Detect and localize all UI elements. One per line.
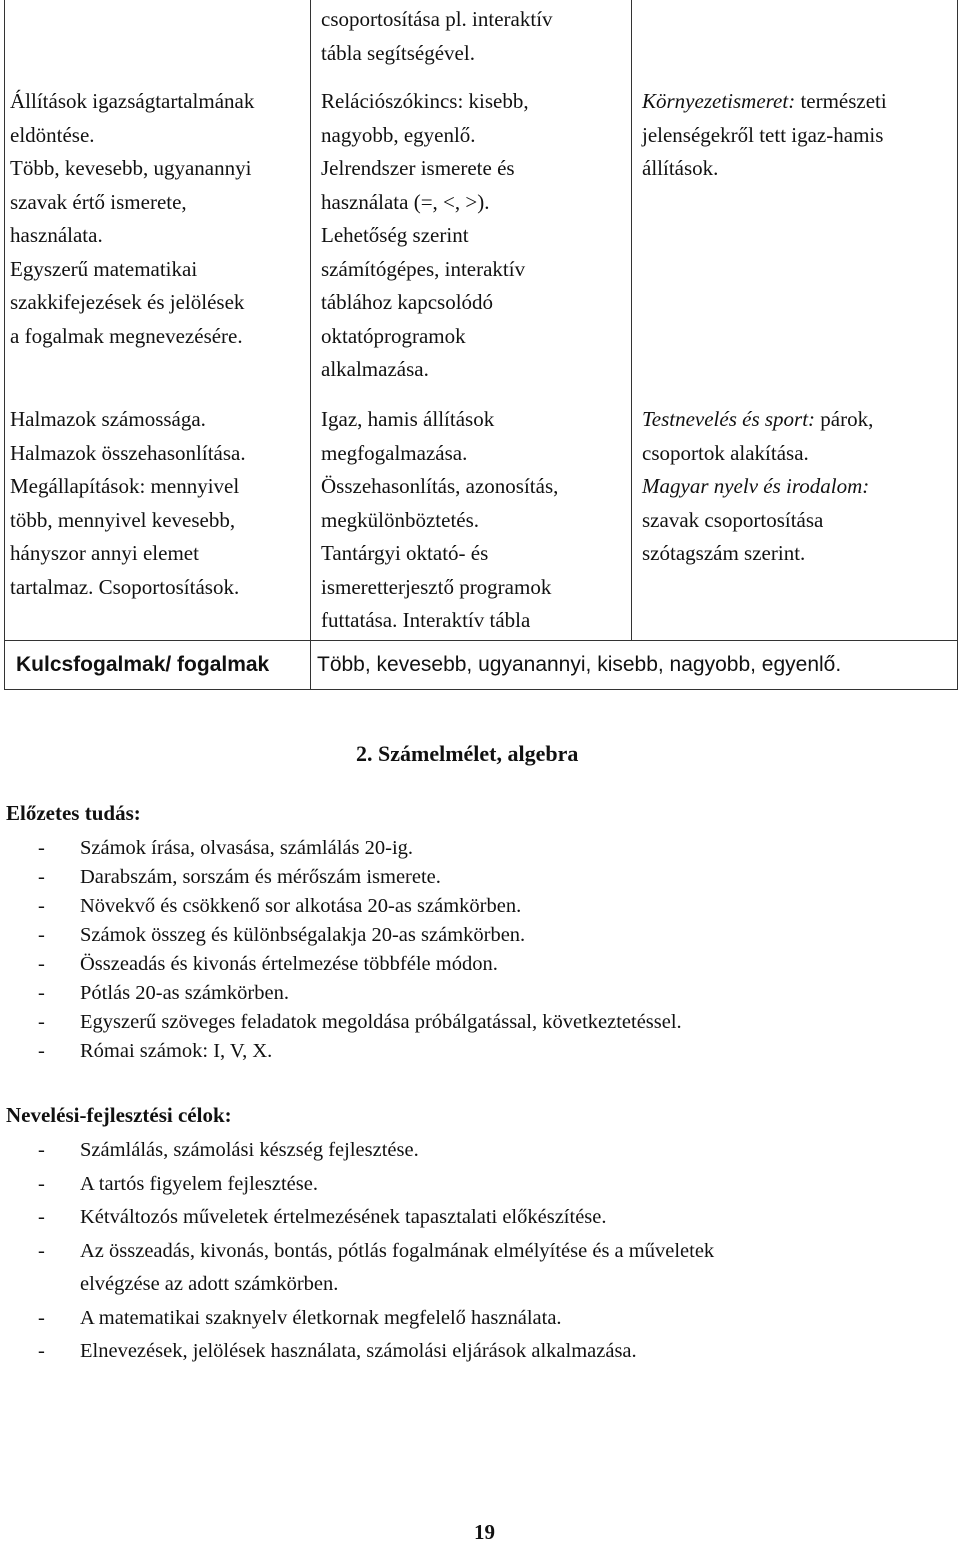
- list-dash: -: [38, 895, 45, 917]
- text-line: alkalmazása.: [321, 357, 429, 381]
- table-row-2-activities: [321, 85, 529, 387]
- text-line: több, mennyivel kevesebb,: [10, 507, 236, 532]
- text-line: Relációszókincs: kisebb,: [321, 89, 529, 113]
- text-line: szótagszám szerint.: [642, 541, 806, 565]
- list-item: [38, 950, 682, 979]
- text-line: Lehetőség szerint: [321, 223, 469, 247]
- text-line: szavak csoportosítása: [642, 507, 824, 532]
- table-border-left: [4, 0, 5, 690]
- text-line: csoportosítása pl. interaktív: [321, 7, 553, 31]
- list-dash: -: [38, 1172, 45, 1195]
- text-line: hányszor annyi elemet: [10, 541, 199, 565]
- text-line: tartalmaz. Csoportosítások.: [10, 574, 240, 599]
- list-dash: -: [38, 1340, 45, 1362]
- text-line: megfogalmazása.: [321, 440, 468, 465]
- list-item-text: Kétváltozós műveletek értelmezésének tapasztalati előkészítése.: [80, 1206, 607, 1228]
- subject-name: Testnevelés és sport:: [642, 407, 816, 431]
- text-line: táblához kapcsolódó: [321, 290, 494, 314]
- list-item: [38, 1335, 714, 1369]
- text-line: nagyobb, egyenlő.: [321, 122, 476, 147]
- list-item-text: Számok írása, olvasása, számlálás 20-ig.: [80, 837, 414, 859]
- goals-title: Nevelési-fejlesztési célok:: [6, 1103, 232, 1127]
- table-bottom-border: [4, 689, 958, 690]
- list-item-text: Elnevezések, jelölések használata, számolási eljárások alkalmazása.: [80, 1340, 637, 1362]
- text-line: jelenségekről tett igaz-hamis: [642, 122, 884, 147]
- text-line: [642, 470, 873, 504]
- text-line: Több, kevesebb, ugyanannyi: [10, 156, 252, 180]
- subject-name: Környezetismeret:: [642, 89, 796, 113]
- list-item-text: Összeadás és kivonás értelmezése többféle módon.: [80, 953, 498, 975]
- list-dash: -: [38, 953, 45, 975]
- list-item: [38, 921, 682, 950]
- text-line: Igaz, hamis állítások: [321, 407, 495, 431]
- text-line: [642, 403, 873, 437]
- key-concepts-label: Kulcsfogalmak/ fogalmak: [16, 653, 270, 676]
- table-border-right: [957, 0, 958, 690]
- list-dash: -: [38, 1011, 45, 1033]
- text-line: használata (=, <, >).: [321, 189, 490, 214]
- list-item: [38, 1302, 714, 1336]
- text-line: szakkifejezések és jelölések: [10, 290, 245, 314]
- text-line: [642, 85, 887, 119]
- subject-name: Magyar nyelv és irodalom:: [642, 474, 870, 498]
- text-line: Állítások igazságtartalmának: [10, 89, 255, 113]
- prior-knowledge-list: [38, 834, 682, 1066]
- list-item: [38, 1201, 714, 1235]
- table-row-divider: [4, 640, 958, 641]
- table-row-2-connections: [642, 85, 887, 186]
- list-item: [38, 1168, 714, 1202]
- list-dash: -: [38, 924, 45, 946]
- text-line: Halmazok számossága.: [10, 407, 206, 431]
- list-item: [38, 834, 682, 863]
- text-line: Összehasonlítás, azonosítás,: [321, 474, 559, 498]
- list-item-text: elvégzése az adott számkörben.: [80, 1273, 339, 1295]
- list-dash: -: [38, 1040, 45, 1062]
- key-concepts-value: Több, kevesebb, ugyanannyi, kisebb, nagyobb, egyenlő.: [317, 653, 842, 676]
- text-line: Egyszerű matematikai: [10, 256, 198, 281]
- goals-list: [38, 1134, 714, 1369]
- list-item: [38, 863, 682, 892]
- text-line: tábla segítségével.: [321, 40, 475, 65]
- text-span: párok,: [815, 407, 874, 431]
- text-span: természeti: [795, 89, 887, 113]
- table-row-2-topics: [10, 85, 254, 353]
- table-row-3-connections: [642, 403, 873, 571]
- text-line: számítógépes, interaktív: [321, 256, 526, 281]
- list-dash: -: [38, 866, 45, 888]
- table-row-3-activities: [321, 403, 558, 638]
- text-line: állítások.: [642, 156, 719, 180]
- list-item-text: Római számok: I, V, X.: [80, 1040, 273, 1062]
- table-row-1-activities: [321, 3, 553, 70]
- text-line: megkülönböztetés.: [321, 507, 480, 532]
- list-item-continuation: [38, 1268, 714, 1302]
- list-item: [38, 1008, 682, 1037]
- text-line: Halmazok összehasonlítása.: [10, 440, 246, 465]
- text-line: oktatóprogramok: [321, 323, 466, 348]
- text-line: ismeretterjesztő programok: [321, 574, 552, 599]
- list-item: [38, 892, 682, 921]
- list-dash: -: [38, 1306, 45, 1329]
- list-item-text: Egyszerű szöveges feladatok megoldása próbálgatással, következtetéssel.: [80, 1011, 682, 1033]
- list-item: [38, 1037, 682, 1066]
- section-heading: 2. Számelmélet, algebra: [356, 741, 579, 766]
- list-item: [38, 1235, 714, 1269]
- text-line: csoportok alakítása.: [642, 440, 809, 465]
- list-item-text: Darabszám, sorszám és mérőszám ismerete.: [80, 866, 441, 888]
- list-item-text: Növekvő és csökkenő sor alkotása 20-as számkörben.: [80, 895, 522, 917]
- list-dash: -: [38, 1239, 45, 1262]
- text-line: Jelrendszer ismerete és: [321, 156, 515, 180]
- text-line: eldöntése.: [10, 122, 95, 147]
- list-item: [38, 979, 682, 1008]
- text-line: Megállapítások: mennyivel: [10, 474, 240, 498]
- list-item-text: Az összeadás, kivonás, bontás, pótlás fogalmának elmélyítése és a műveletek: [80, 1239, 715, 1262]
- prior-knowledge-title: Előzetes tudás:: [6, 801, 141, 825]
- table-row-3-topics: [10, 403, 246, 604]
- text-line: használata.: [10, 223, 103, 247]
- page-number: 19: [474, 1520, 495, 1544]
- list-dash: -: [38, 1139, 45, 1161]
- list-item-text: A tartós figyelem fejlesztése.: [80, 1172, 318, 1195]
- text-line: Tantárgyi oktató- és: [321, 541, 489, 565]
- table-divider-2: [631, 0, 632, 640]
- text-line: a fogalmak megnevezésére.: [10, 323, 243, 348]
- list-dash: -: [38, 837, 45, 859]
- list-dash: -: [38, 1206, 45, 1228]
- text-line: szavak értő ismerete,: [10, 189, 187, 214]
- text-line: futtatása. Interaktív tábla: [321, 608, 531, 632]
- list-item-text: Számlálás, számolási készség fejlesztése.: [80, 1139, 419, 1161]
- list-dash: -: [38, 982, 45, 1004]
- list-item-text: Számok összeg és különbségalakja 20-as számkörben.: [80, 924, 526, 946]
- key-row-divider: [310, 640, 311, 690]
- table-divider-1: [310, 0, 311, 640]
- list-item: [38, 1134, 714, 1168]
- list-item-text: Pótlás 20-as számkörben.: [80, 982, 289, 1004]
- list-item-text: A matematikai szaknyelv életkornak megfelelő használata.: [80, 1306, 562, 1329]
